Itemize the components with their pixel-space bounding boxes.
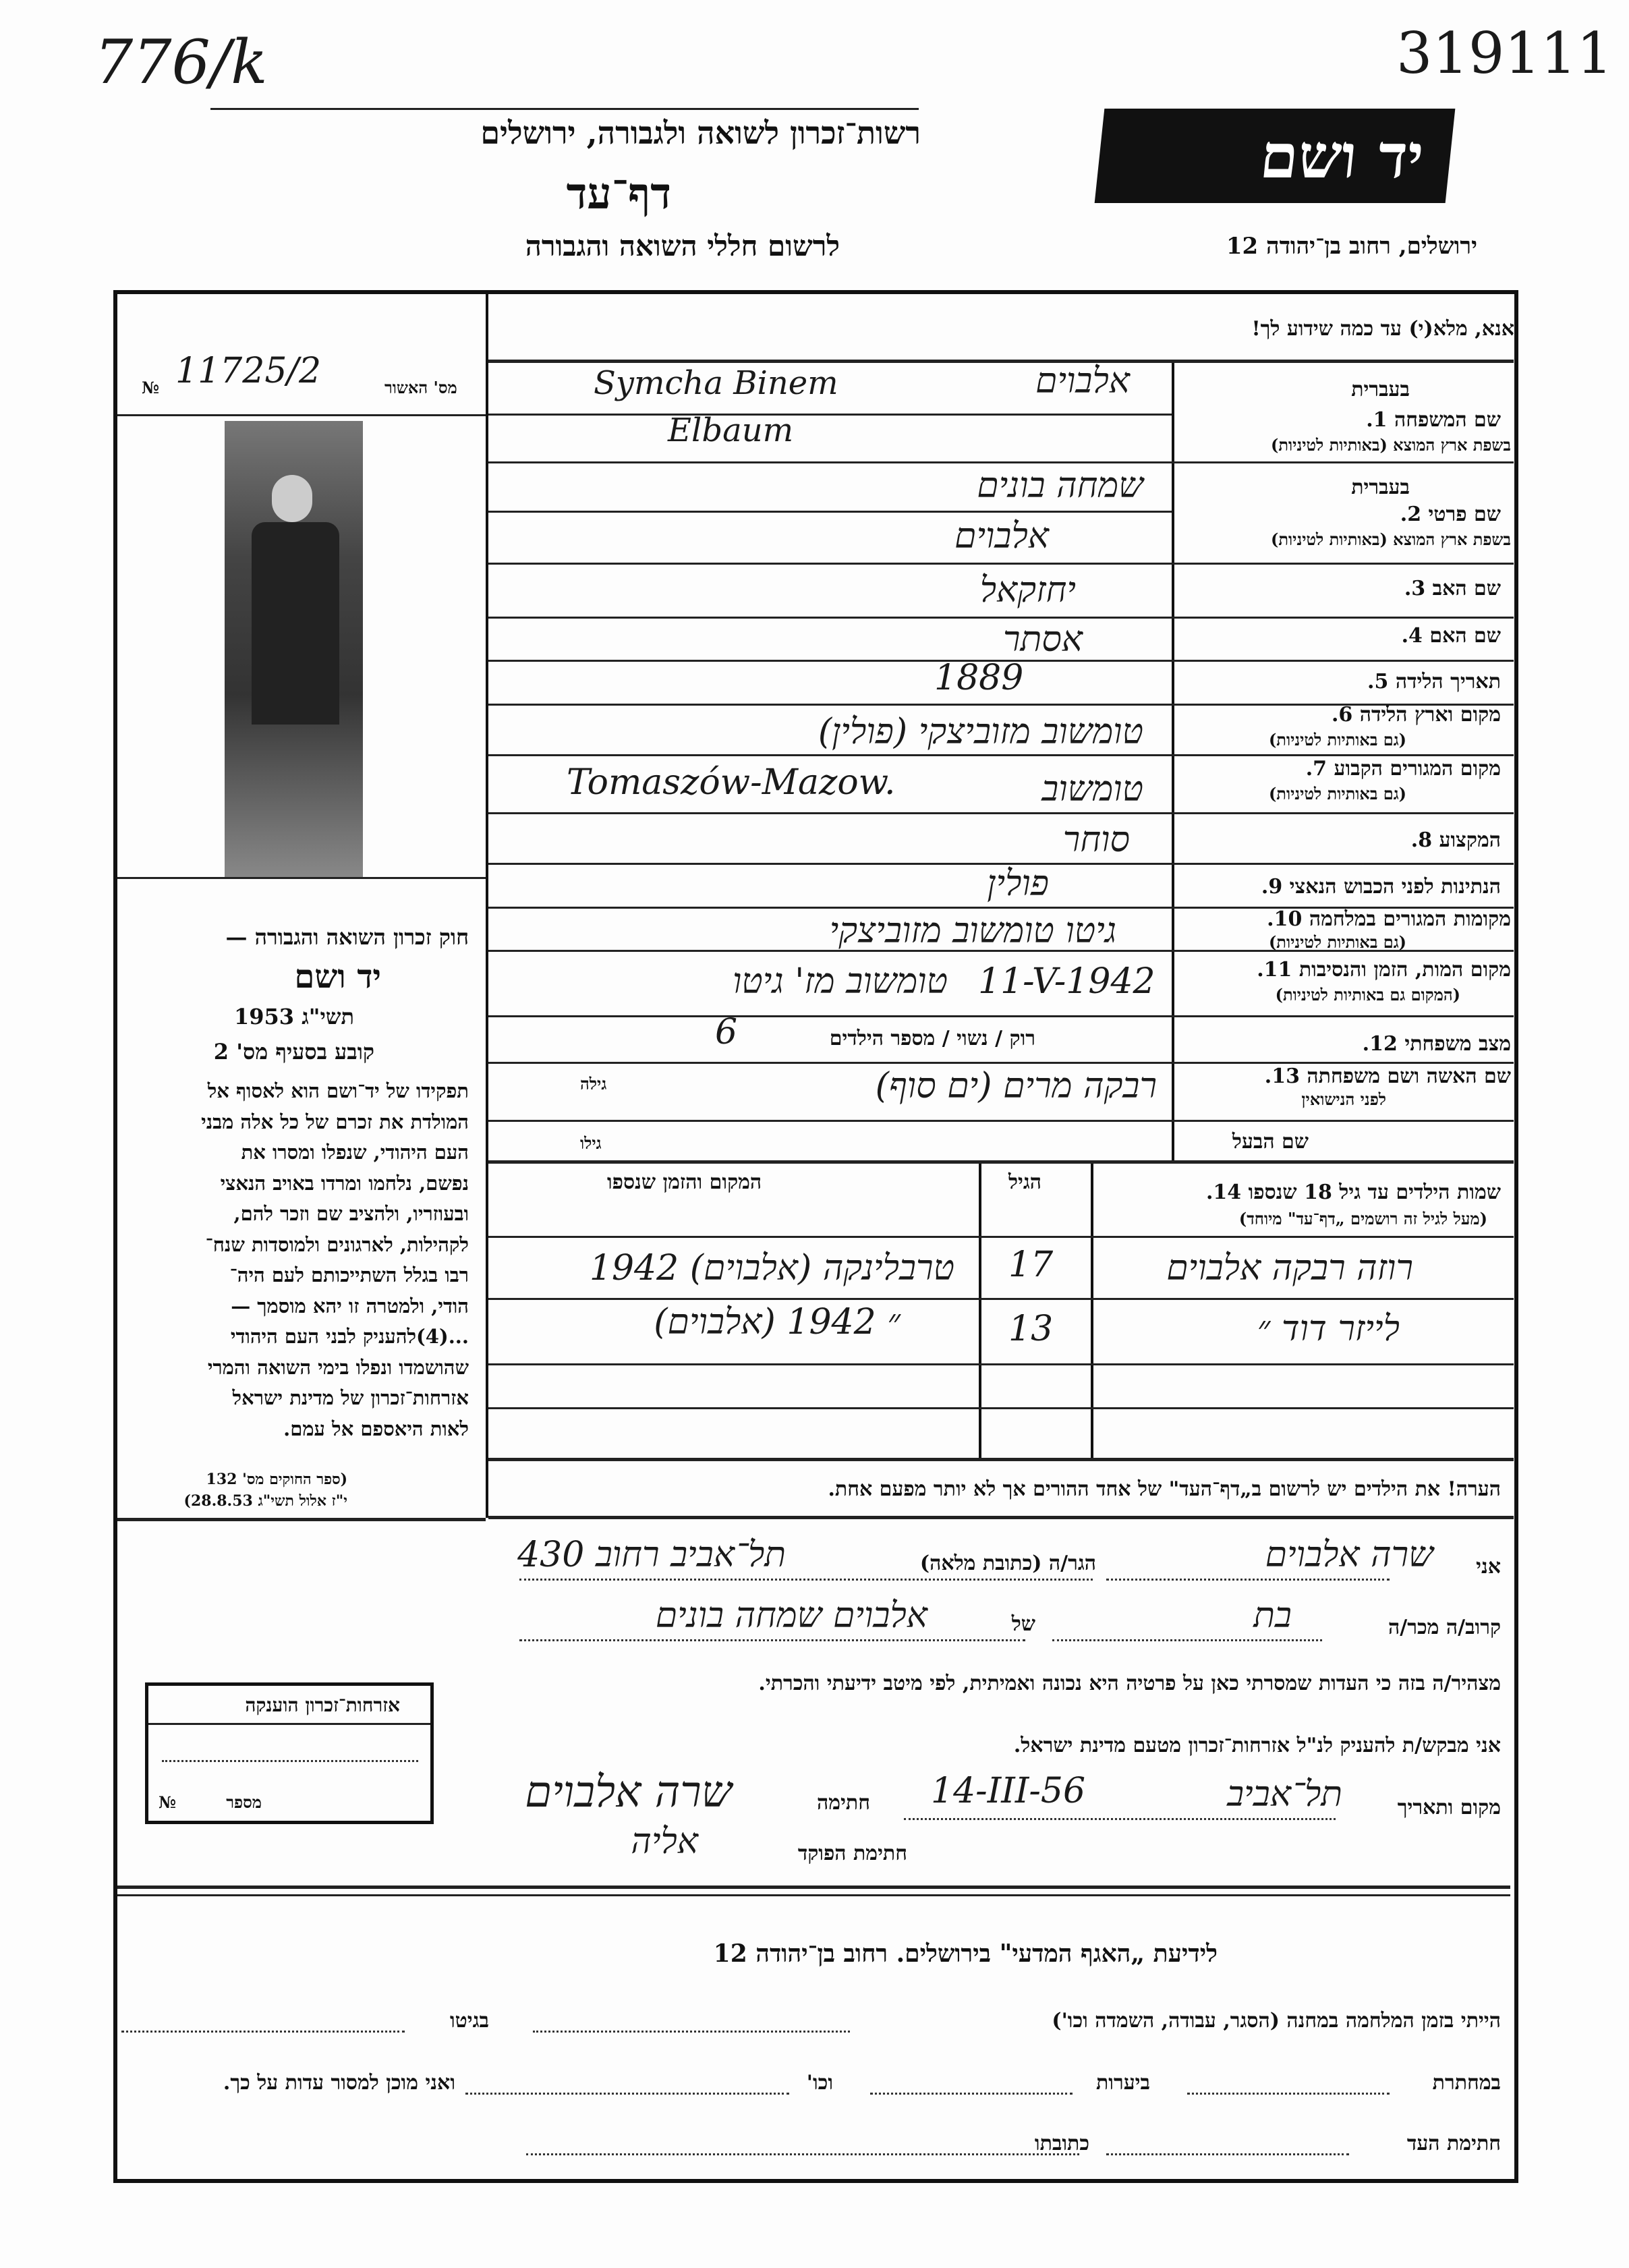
child-death-place: ״ 1942 (אלבוים) [654,1302,901,1342]
declaration-place: תל־אביב [1227,1774,1342,1815]
child-name: רוזה רבקה אלבוים [1166,1248,1413,1288]
divider [488,1407,1514,1409]
divider [488,1458,1514,1461]
divider [488,563,1514,565]
field-number: 6. [1331,703,1353,727]
archive-annotation: 776/k [94,27,268,98]
age-header: הגיל [1008,1170,1042,1194]
field-number: 3. [1404,577,1426,600]
law-line: לאות היאספם אל עמם. [283,1417,469,1440]
law-line: נפשם, נלחמו ומרדו באויב הנאצי [220,1171,469,1195]
children-note: הערה! את הילדים יש לרשום ב„דף־העד" של אחד ההורים אך לא יותר מפעם אחת. [828,1477,1501,1501]
death-place: טומשוב מז' גיטו [733,961,948,1002]
field-2-hebrew-label: בעברית [1351,476,1410,499]
dotted-line [519,1579,1093,1581]
label-text: מצב משפחתי [1404,1032,1511,1056]
label-text: מקום המות, הזמן והנסיבות [1298,958,1511,982]
dotted-line [904,1818,1336,1820]
field-1-sub: בשפת ארץ המוצא (באותיות לטיניות) [1271,435,1511,455]
dotted-line [1187,2093,1390,2095]
mother-name: אסתר [1002,619,1083,660]
citizenship-box [145,1682,434,1824]
field-13-label [1265,1065,1511,1088]
child-name: לייזר דוד ״ [1257,1309,1400,1349]
profession: סוחר [1062,820,1130,860]
declaration-i: אני [1476,1555,1501,1579]
divider [148,1723,430,1725]
place-header: המקום והזמן שנספו [607,1170,762,1194]
column-divider [1172,363,1174,1160]
signature-label: חתימה [817,1791,870,1815]
relation-value: בת [1253,1595,1292,1636]
field-12-label [1363,1032,1511,1056]
column-divider [1091,1164,1093,1458]
law-line: לקהילות, לארגונים ולמוסדות שנח־ [205,1232,469,1256]
label-text: שם פרטי [1428,503,1501,526]
officer-signature-label: חתימת הפוקד [797,1842,907,1865]
divider [117,877,486,879]
address: ירושלים, רחוב בן־יהודה 12 [1226,233,1477,260]
field-11-sub: (המקום גם באותיות לטיניות) [1275,985,1460,1004]
residence-latin: Tomaszów-Mazow. [567,762,896,803]
divider [117,1886,1510,1889]
law-line: העם היהודי, שנפלו ומסרו את [241,1141,469,1164]
divider [488,461,1514,463]
wartime-residence: גיטו טומשוב מזוביצקי [829,911,1116,951]
label-text: המקצוע [1439,828,1501,852]
underground-label: במחתרת [1432,2071,1501,2095]
etc-label: וכו' [806,2071,833,2095]
divider [488,1236,1514,1238]
portrait-photo [225,421,363,877]
law-ref: י"ז אלול תשי"ג 28.8.53) [183,1492,347,1510]
children-header [1206,1181,1501,1204]
field-3-label [1404,577,1501,600]
address-label: הגר/ה (כתובת מלאה) [919,1552,1096,1575]
field-number: 10. [1267,907,1303,931]
divider [488,360,1514,363]
form-subtitle: לרשום חללי השואה והגבורה [525,229,840,262]
field-13-sub: לפני הנישואין [1301,1089,1386,1109]
field-number: 11. [1257,958,1292,982]
law-name: יד ושם [294,958,381,996]
witness-signature-label: חתימת העד [1406,2132,1501,2155]
approval-label: מס' האשור [384,378,457,397]
dotted-line [519,1639,1025,1641]
witness-name: שרה אלבוים [1265,1535,1433,1575]
family-name-hebrew: אלבוים [1035,361,1130,401]
law-ref: (ספר החוקים מס' 132 [206,1471,347,1488]
field-number: 13. [1264,1065,1300,1088]
family-name-latin: Elbaum [668,412,794,449]
divider [488,414,1172,416]
field-10-sub: (גם באותיות לטיניות) [1268,932,1406,952]
face [272,475,312,522]
divider [117,1518,486,1521]
field-number: 7. [1305,757,1327,781]
divider [488,617,1514,619]
divider [488,1516,1514,1519]
children-count: 6 [715,1012,738,1052]
field-5-label [1367,670,1501,693]
number-label: מספר [226,1792,262,1812]
field-2-sub: בשפת ארץ המוצא (באותיות לטיניות) [1271,530,1511,549]
dotted-line [1106,2153,1349,2155]
law-line: שהושמדו ונפלו בימי השואה והמרי [207,1355,469,1379]
field-4-label [1402,624,1501,648]
dotted-line [162,1760,418,1762]
field-6-label [1332,703,1501,727]
body [252,522,339,725]
field-10-label [1267,907,1511,931]
law-line: ...(4)להעניק לבני העם היהודי [230,1325,469,1348]
relation-label: קרוב/ה מכר/ה [1388,1616,1501,1639]
children-header-sub: (מעל לגיל זה רושמים „דף־עד" מיוחד) [1238,1209,1487,1228]
husband-age-label: גילו [580,1133,602,1153]
child-age: 17 [1008,1245,1054,1285]
address-footer-label: כתובתו [1034,2132,1089,2155]
divider [488,1120,1514,1122]
yad-vashem-logo: יד ושם [1095,109,1456,203]
given-name-origin: אלבוים [954,516,1049,557]
dotted-line [533,2031,850,2033]
law-clause: קובע בסעיף מס' 2 [213,1039,374,1065]
of-label: של [1011,1612,1035,1636]
citizenship-box-title: אזרחות־זכרון הוענקה [245,1694,400,1716]
column-divider [979,1164,981,1458]
marital-options: רוק / נשוי / מספר הילדים [829,1027,1035,1050]
authority-name: רשות־זכרון לשואה ולגבורה, ירושלים [480,115,921,151]
declaration-date: 14-III-56 [931,1771,1086,1811]
law-line: ובעוזריו, ולהציב שם וזכר להם, [233,1202,469,1225]
label-text: מקום וארץ הלידה [1359,703,1501,727]
divider [117,414,486,416]
label-text: הנתינות לפני הכבוש הנאצי [1289,875,1501,899]
label-text: שם המשפחה [1394,408,1501,432]
field-number: 5. [1367,670,1389,693]
approval-number: 11725/2 [175,351,322,391]
residence: טומשוב [1041,769,1143,810]
law-title: חוק זכרון השואה והגבורה — [225,924,469,950]
victim-name-ref: אלבוים שמחה בונים [655,1595,927,1636]
field-11-label [1257,958,1511,982]
instruction: אנא, מלא(י) עד כמה שידוע לך! [1251,317,1514,341]
death-date: 11-V-1942 [978,961,1155,1002]
declaration-statement: מצהיר/ה בזה כי העדות שמסרתי כאן על פרטיה היא נכונה ואמיתית, לפי מיטב ידיעתי והכרתי. [758,1672,1501,1695]
law-line: אזרחות־זכרון של מדינת ישראל [232,1386,469,1409]
wife-name: רבקה מרים (ים סוף) [875,1066,1157,1106]
no-symbol: № [159,1792,177,1812]
ghetto-label: בגיטו [449,2009,489,2033]
label-text: תאריך הלידה [1395,670,1501,693]
field-2-label [1400,503,1501,526]
label-text: שם האב [1432,577,1501,600]
divider [488,812,1514,814]
law-line: המולדת את זכרם של כל אלה מבני [201,1110,469,1133]
field-number: 9. [1261,875,1283,899]
dotted-line [526,2153,1079,2155]
law-year: תשי"ג 1953 [234,1004,354,1029]
divider [488,1015,1514,1017]
field-number: 12. [1362,1032,1398,1056]
law-text [105,1076,469,1444]
testify-statement: ואני מוכן למסור עדות על כך. [223,2071,455,2095]
label-text: שם האם [1429,624,1501,648]
approval-no: № [142,378,160,397]
citizenship-request: אני מבקש/ת להעניק לנ"ל אזרחות־זכרון מטעם מדינת ישראל. [1013,1734,1501,1757]
field-1-label [1366,408,1501,432]
forests-label: ביערות [1095,2071,1150,2095]
footer-title: לידיעת „האגף המדעי" בירושלים. רחוב בן־יהודה 12 [713,1939,1218,1968]
given-name-hebrew: שמחה בונים [977,465,1143,506]
field-9-label [1261,875,1501,899]
dotted-line [1052,1639,1322,1641]
child-death-place: טרבלינקה (אלבוים) 1942 [589,1248,954,1288]
field-number: 4. [1401,624,1423,648]
birth-place: טומשוב מזוביצקי (פולין) [818,712,1143,752]
divider [488,1298,1514,1300]
form-title: דף־עד [566,169,671,219]
divider [488,1363,1514,1365]
field-number: 14. [1205,1181,1242,1204]
law-line: הודי, ולמטרה זו יהא מוסמך — [231,1294,469,1317]
label-text: שמות הילדים עד גיל 18 שנספו [1248,1181,1501,1204]
divider [488,1062,1514,1064]
field-number: 8. [1410,828,1433,852]
father-name: יחזקאל [979,570,1076,611]
witness-signature: שרה אלבוים [525,1767,732,1817]
dotted-line [870,2093,1073,2095]
label-text: מקומות המגורים במלחמה [1309,907,1511,931]
child-age: 13 [1008,1309,1054,1349]
column-divider [486,294,488,1518]
divider [488,511,1172,513]
divider [488,754,1514,756]
field-7-label [1306,757,1501,781]
birth-date: 1889 [934,658,1024,698]
dotted-line [121,2031,405,2033]
divider [117,1894,1510,1896]
label-text: שם האשה ושם משפחתה [1307,1065,1511,1088]
field-6-sub: (גם באותיות לטיניות) [1268,730,1406,749]
law-line: תפקידו של יד־ושם הוא לאסוף אל [207,1079,469,1102]
law-line: רבו בגלל השתייכותם לעם היה־ [229,1264,469,1286]
field-8-label [1411,828,1501,852]
divider [488,1160,1514,1164]
witness-address: תל־אביב רחוב 430 [517,1535,786,1575]
place-date-label: מקום ותאריך [1397,1796,1501,1819]
field-7-sub: (גם באותיות לטיניות) [1268,784,1406,803]
camp-label: הייתי בזמן המלחמה במחנה (הסגר, עבודה, השמדה וכו') [1052,2009,1501,2033]
wife-age-label: גילה [580,1074,607,1094]
label-text: מקום המגורים הקבוע [1334,757,1501,781]
record-number: 319111 [1396,20,1613,86]
field-number: 1. [1366,408,1388,432]
husband-label: שם הבעל [1232,1130,1309,1154]
divider [210,108,919,110]
dotted-line [465,2093,789,2095]
nationality: פולין [987,863,1049,904]
field-number: 2. [1400,503,1422,526]
field-1-hebrew-label: בעברית [1351,378,1410,401]
dotted-line [1106,1579,1390,1581]
given-name-latin: Symcha Binem [594,364,838,402]
officer-signature: אליה [631,1821,698,1862]
